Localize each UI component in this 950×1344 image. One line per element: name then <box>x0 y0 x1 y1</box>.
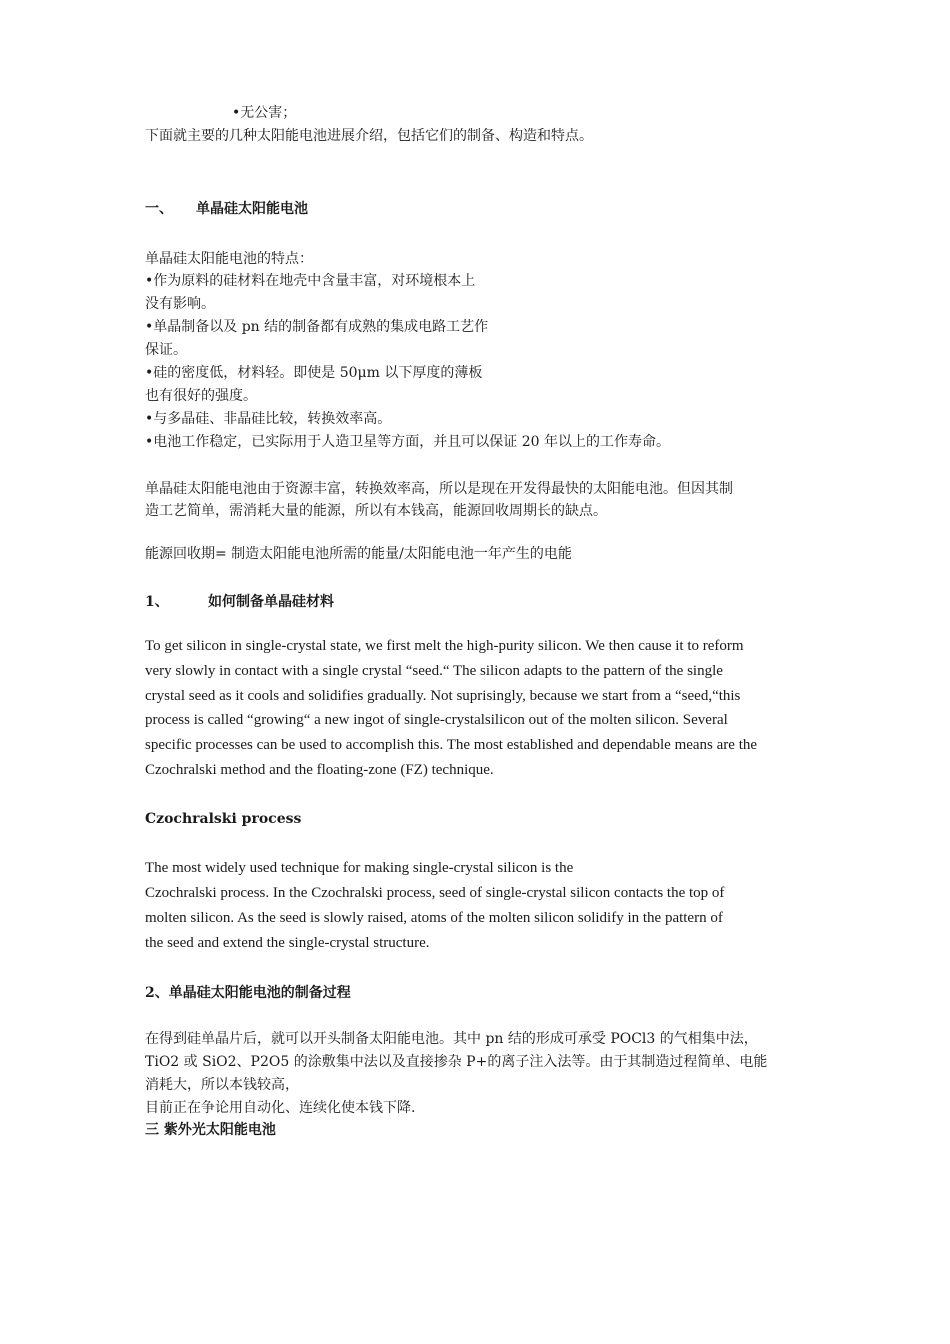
intro-lead: 下面就主要的几种太阳能电池进展介绍，包括它们的制备、构造和特点。 <box>145 128 593 144</box>
feature-line: 没有影响。 <box>145 296 215 312</box>
paragraph-line: specific processes can be used to accomplish this. The most established and dependable means are the <box>145 737 758 753</box>
summary-line: 造工艺简单，需消耗大量的能源，所以有本钱高，能源回收周期长的缺点。 <box>145 503 607 519</box>
feature-line: •作为原料的硅材料在地壳中含量丰富，对环境根本上 <box>145 273 476 289</box>
paragraph-line: 在得到硅单晶片后，就可以开头制备太阳能电池。其中 pn 结的形成可承受 POCl3 的气相集中法， <box>145 1031 758 1047</box>
payback-formula: 能源回收期= 制造太阳能电池所需的能量/太阳能电池一年产生的电能 <box>145 546 572 562</box>
paragraph-line: TiO2 或 SiO2、P2O5 的涂敷集中法以及直接掺杂 P+的离子注入法等。由于其制造过程简单、电能 <box>145 1054 768 1070</box>
feature-line: •与多晶硅、非晶硅比较，转换效率高。 <box>145 411 392 427</box>
paragraph-line: Czochralski method and the floating-zone (FZ) technique. <box>145 762 494 778</box>
sub2-title: 2、单晶硅太阳能电池的制备过程 <box>145 985 351 1001</box>
paragraph-line: process is called “growing“ a new ingot of single-crystalsilicon out of the molten silicon. Several <box>145 712 728 728</box>
feature-line: •单晶制备以及 pn 结的制备都有成熟的集成电路工艺作 <box>145 319 489 335</box>
section1-number: 一、 <box>145 201 173 217</box>
bullet-no-pollution: •无公害； <box>232 105 297 121</box>
sub1-number: 1、 <box>145 594 169 610</box>
czochralski-heading: Czochralski process <box>145 811 302 827</box>
paragraph-line: 消耗大，所以本钱较高， <box>145 1077 299 1093</box>
feature-line: 也有很好的强度。 <box>145 388 257 404</box>
feature-line: •硅的密度低，材料轻。即使是 50μm 以下厚度的薄板 <box>145 365 483 381</box>
paragraph-line: Czochralski process. In the Czochralski process, seed of single-crystal silicon contacts the top of <box>145 885 725 901</box>
paragraph-line: very slowly in contact with a single crystal “seed.“ The silicon adapts to the pattern of the single <box>145 663 723 679</box>
feature-line: •电池工作稳定，已实际用于人造卫星等方面，并且可以保证 20 年以上的工作寿命。 <box>145 434 670 450</box>
paragraph-line: To get silicon in single-crystal state, we first melt the high-purity silicon. We then cause it to reform <box>145 638 744 654</box>
sub1-title: 如何制备单晶硅材料 <box>208 594 334 610</box>
paragraph-line: the seed and extend the single-crystal structure. <box>145 935 430 951</box>
features-heading: 单晶硅太阳能电池的特点： <box>145 251 313 267</box>
paragraph-line: 目前正在争论用自动化、连续化使本钱下降. <box>145 1100 416 1116</box>
section1-title: 单晶硅太阳能电池 <box>196 201 308 217</box>
paragraph-line: The most widely used technique for making single-crystal silicon is the <box>145 860 574 876</box>
paragraph-line: crystal seed as it cools and solidifies gradually. Not suprisingly, because we start from a “seed,“this <box>145 688 741 704</box>
paragraph-line: molten silicon. As the seed is slowly raised, atoms of the molten silicon solidify in the pattern of <box>145 910 723 926</box>
section3-title: 三 紫外光太阳能电池 <box>145 1122 276 1138</box>
feature-line: 保证。 <box>145 342 187 358</box>
summary-line: 单晶硅太阳能电池由于资源丰富，转换效率高，所以是现在开发得最快的太阳能电池。但因其制 <box>145 481 733 497</box>
